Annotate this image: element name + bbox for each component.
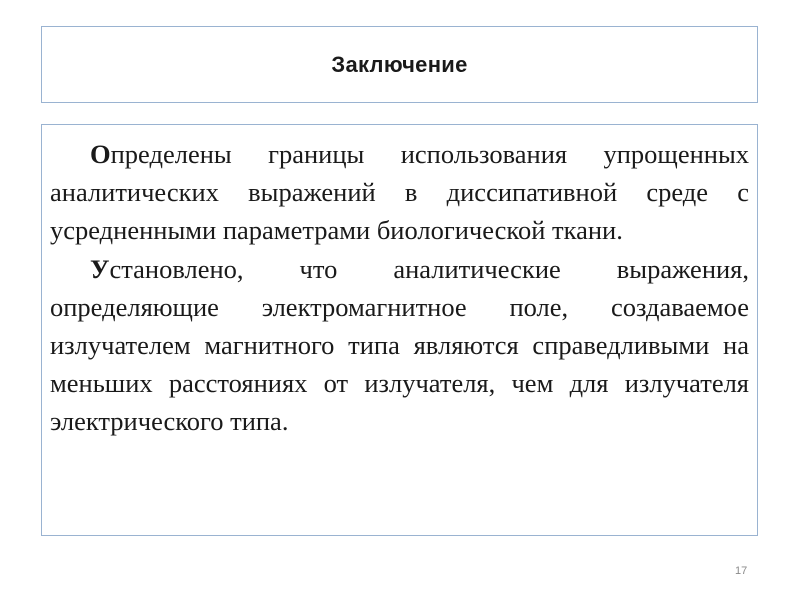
content-frame (41, 124, 758, 536)
paragraph-1-lead-letter: О (90, 139, 111, 169)
title-frame (41, 26, 758, 103)
paragraph-2-lead-letter: У (90, 253, 110, 284)
paragraph-2-text: становлено, что аналитические выражения, определяющие электромагнитное поле, создаваемое излучателем магнитного типа являются справедливыми на меньших расстояниях от излучателя, чем для излучателя электрического типа. (50, 253, 749, 437)
paragraph-2 (50, 250, 749, 441)
paragraph-1 (50, 135, 749, 250)
paragraph-1-text: пределены границы использования упрощенных аналитических выражений в диссипативной среде с усредненными параметрами биологической ткани. (50, 139, 749, 246)
slide-title: Заключение (331, 51, 468, 77)
page-number: 17 (735, 565, 748, 577)
